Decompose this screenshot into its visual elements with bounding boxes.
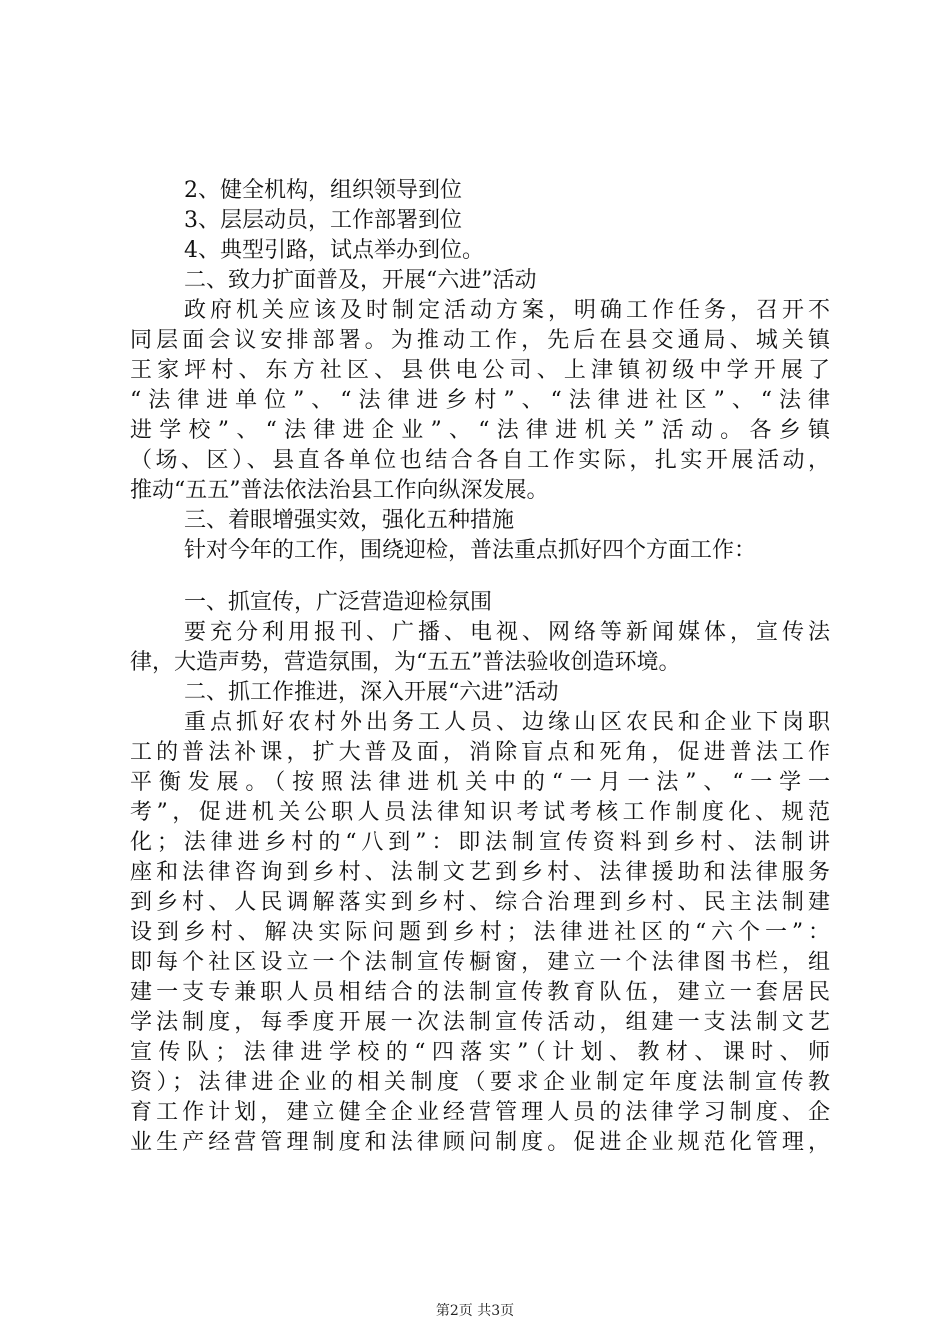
paragraph-line: 即每个社区设立一个法制宣传橱窗，建立一个法律图书栏，组	[130, 950, 830, 975]
paragraph-line: 进学校”、“法律进企业”、“法律进机关”活动。各乡镇	[130, 418, 830, 443]
paragraph-line: 资）；法律进企业的相关制度（要求企业制定年度法制宣传教	[130, 1070, 830, 1095]
paragraph-line: 宣传队；法律进学校的“四落实”（计划、教材、课时、师	[130, 1040, 830, 1065]
paragraph-line: 工的普法补课，扩大普及面，消除盲点和死角，促进普法工作	[130, 740, 830, 765]
subsection-heading-2: 二、抓工作推进，深入开展“六进”活动	[184, 680, 559, 705]
paragraph-line: 律，大造声势，营造氛围，为“五五”普法验收创造环境。	[130, 650, 681, 675]
paragraph-line: 学法制度，每季度开展一次法制宣传活动，组建一支法制文艺	[130, 1010, 830, 1035]
paragraph-line: 座和法律咨询到乡村、法制文艺到乡村、法律援助和法律服务	[130, 860, 830, 885]
paragraph-line: （场、区）、县直各单位也结合各自工作实际，扎实开展活动，	[130, 448, 830, 473]
paragraph-line: 重点抓好农村外出务工人员、边缘山区农民和企业下岗职	[184, 710, 830, 735]
paragraph-line: 同层面会议安排部署。为推动工作，先后在县交通局、城关镇	[130, 328, 830, 353]
paragraph-line: 政府机关应该及时制定活动方案，明确工作任务，召开不	[184, 298, 830, 323]
paragraph-line: 到乡村、人民调解落实到乡村、综合治理到乡村、民主法制建	[130, 890, 830, 915]
document-body	[130, 176, 830, 1158]
paragraph-line: “法律进单位”、“法律进乡村”、“法律进社区”、“法律	[130, 388, 830, 413]
paragraph-line: 育工作计划，建立健全企业经营管理人员的法律学习制度、企	[130, 1100, 830, 1125]
subsection-heading-1: 一、抓宣传，广泛营造迎检氛围	[184, 590, 493, 615]
list-item-2: 2、健全机构，组织领导到位	[184, 178, 462, 203]
list-item-4: 4、典型引路，试点举办到位。	[184, 238, 484, 263]
paragraph-line: 王家坪村、东方社区、县供电公司、上津镇初级中学开展了	[130, 358, 830, 383]
paragraph-line: 平衡发展。（按照法律进机关中的“一月一法”、“一学一	[130, 770, 830, 795]
paragraph-line: 建一支专兼职人员相结合的法制宣传教育队伍，建立一套居民	[130, 980, 830, 1005]
paragraph-line: 要充分利用报刊、广播、电视、网络等新闻媒体，宣传法	[184, 620, 830, 645]
paragraph-line: 化；法律进乡村的“八到”：即法制宣传资料到乡村、法制讲	[130, 830, 830, 855]
page-number-footer: 第2页 共3页	[435, 1303, 515, 1319]
section-heading-2: 二、致力扩面普及，开展“六进”活动	[184, 268, 537, 293]
paragraph-line: 考”，促进机关公职人员法律知识考试考核工作制度化、规范	[130, 800, 830, 825]
paragraph-line: 针对今年的工作，围绕迎检，普法重点抓好四个方面工作：	[184, 538, 757, 563]
paragraph-line: 推动“五五”普法依法治县工作向纵深发展。	[130, 478, 549, 503]
paragraph-line: 设到乡村、解决实际问题到乡村；法律进社区的“六个一”：	[130, 920, 830, 945]
list-item-3: 3、层层动员，工作部署到位	[184, 208, 462, 233]
section-heading-3: 三、着眼增强实效，强化五种措施	[184, 508, 515, 533]
paragraph-line: 业生产经营管理制度和法律顾问制度。促进企业规范化管理，	[130, 1130, 830, 1155]
